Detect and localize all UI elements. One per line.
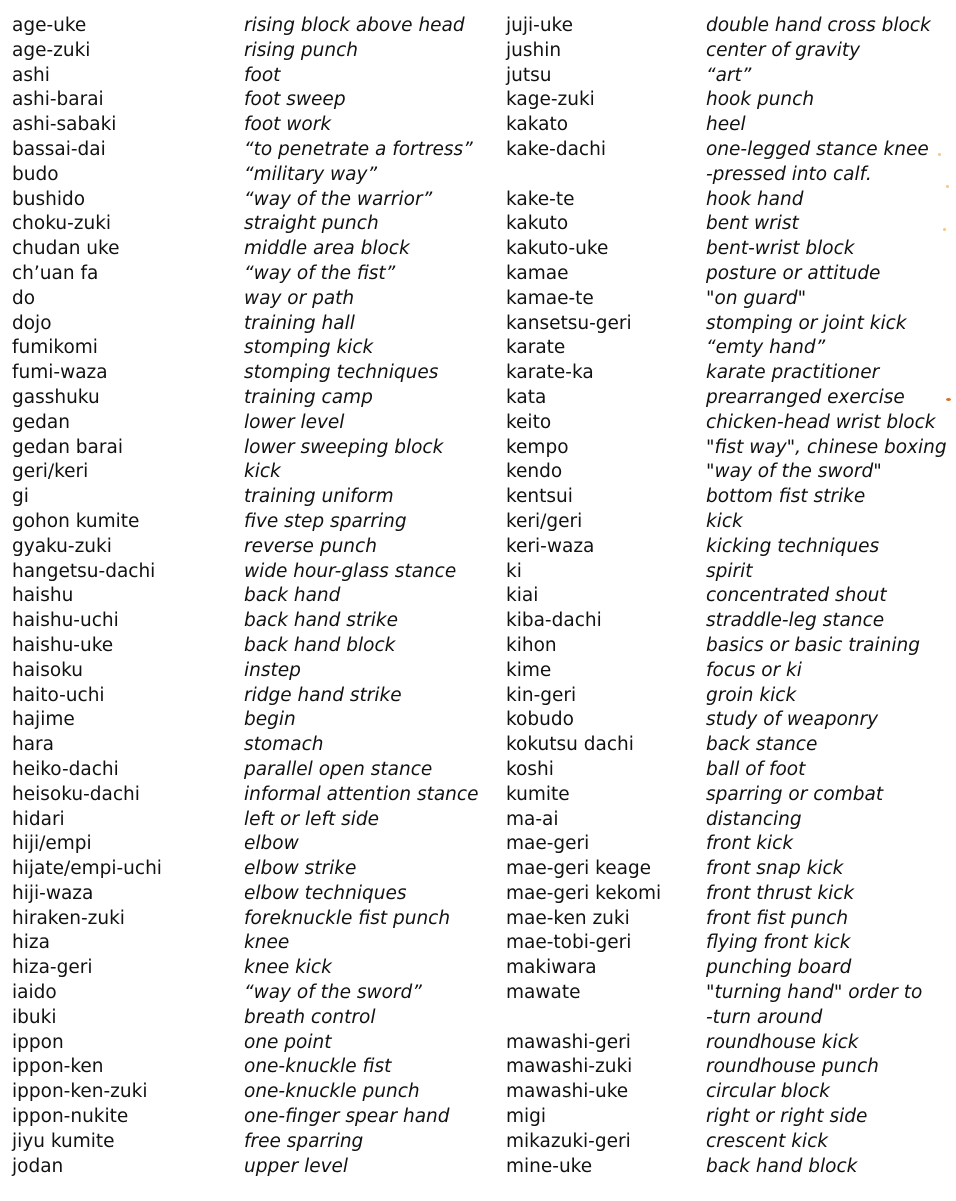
glossary-definition: back stance [706, 734, 818, 756]
glossary-term: jutsu [506, 64, 552, 86]
glossary-definition: kick [706, 510, 743, 532]
glossary-term: kendo [506, 461, 563, 483]
glossary-definition: flying front kick [706, 932, 851, 954]
glossary-definition: middle area block [244, 238, 410, 260]
glossary-definition: kicking techniques [706, 535, 880, 557]
glossary-definition: back hand block [706, 1155, 858, 1177]
glossary-definition: circular block [706, 1081, 830, 1103]
glossary-definition: basics or basic training [706, 634, 920, 656]
glossary-term: hidari [12, 808, 65, 830]
glossary-definition: lower level [244, 411, 345, 433]
glossary-term: ippon-nukite [12, 1106, 129, 1128]
glossary-term: iaido [12, 982, 57, 1004]
glossary-definition: elbow techniques [244, 882, 407, 904]
glossary-definition: one-knuckle punch [244, 1081, 420, 1103]
glossary-term: jiyu kumite [12, 1130, 115, 1152]
glossary-term: juji-uke [506, 15, 573, 36]
glossary-definition: rising punch [244, 39, 358, 61]
glossary-definition: breath control [244, 1006, 376, 1028]
glossary-term: hiraken-zuki [12, 907, 125, 929]
glossary-definition: "way of the sword" [706, 461, 882, 483]
glossary-term: kakuto-uke [506, 238, 609, 260]
glossary-definition: one-finger spear hand [244, 1106, 450, 1128]
glossary-term: ki [506, 560, 522, 582]
glossary-definition: “way of the warrior” [244, 188, 433, 210]
glossary-term: heisoku-dachi [12, 783, 140, 805]
glossary-term: do [12, 287, 36, 309]
glossary-term: hangetsu-dachi [12, 560, 156, 582]
glossary-term: hiza [12, 932, 50, 954]
glossary-definition: hook hand [706, 188, 804, 210]
glossary-term: kiba-dachi [506, 610, 602, 632]
glossary-term: bushido [12, 188, 86, 210]
glossary-definition: elbow strike [244, 858, 357, 880]
glossary-definition: instep [244, 659, 301, 681]
glossary-term: hara [12, 734, 55, 756]
glossary-term: kansetsu-geri [506, 312, 632, 334]
glossary-definition: roundhouse kick [706, 1031, 859, 1053]
glossary-term: geri/keri [12, 461, 89, 483]
glossary-definition: bent-wrist block [706, 238, 855, 260]
orange-speck [946, 398, 951, 401]
glossary-term: mae-tobi-geri [506, 932, 632, 954]
glossary-definition: begin [244, 709, 296, 731]
glossary-definition: left or left side [244, 808, 380, 830]
glossary-definition: right or right side [706, 1106, 868, 1128]
glossary-term: migi [506, 1106, 547, 1128]
glossary-term: mae-geri keage [506, 858, 652, 880]
glossary-term: ashi-sabaki [12, 114, 117, 136]
glossary-term: keito [506, 411, 552, 433]
glossary-definition: prearranged exercise [706, 386, 905, 408]
glossary-definition: heel [706, 114, 746, 136]
glossary-term: hijate/empi-uchi [12, 858, 162, 880]
glossary-term: dojo [12, 312, 52, 334]
glossary-definition: distancing [706, 808, 802, 830]
glossary-term: mae-geri [506, 833, 590, 855]
glossary-definition: -pressed into calf. [706, 163, 872, 185]
glossary-definition: back hand strike [244, 610, 398, 632]
glossary-term: choku-zuki [12, 213, 112, 235]
glossary-definition: concentrated shout [706, 585, 887, 607]
glossary-definition: karate practitioner [706, 362, 880, 384]
glossary-term: heiko-dachi [12, 758, 119, 780]
glossary-definition: reverse punch [244, 535, 377, 557]
glossary-term: kobudo [506, 709, 574, 731]
glossary-definition: "turning hand" order to [706, 982, 923, 1004]
glossary-term: kiai [506, 585, 539, 607]
glossary-definition: hook punch [706, 89, 815, 111]
glossary-term: kokutsu dachi [506, 734, 634, 756]
glossary-term: mawate [506, 982, 581, 1004]
glossary-term: kime [506, 659, 552, 681]
glossary-definition: training camp [244, 386, 373, 408]
glossary-term: ippon-ken-zuki [12, 1081, 148, 1103]
glossary-term: gyaku-zuki [12, 535, 112, 557]
glossary-term: karate-ka [506, 362, 594, 384]
glossary-definition: "on guard" [706, 287, 807, 309]
right-terms-column [506, 14, 702, 1179]
glossary-definition: one-knuckle fist [244, 1056, 392, 1078]
glossary-definition: “art” [706, 64, 752, 86]
glossary-definition: posture or attitude [706, 262, 881, 284]
glossary-term: hiji/empi [12, 833, 92, 855]
glossary-definition: front kick [706, 833, 794, 855]
glossary-term: haishu [12, 585, 74, 607]
glossary-definition: focus or ki [706, 659, 802, 681]
glossary-term: gedan [12, 411, 70, 433]
glossary-definition: lower sweeping block [244, 436, 444, 458]
glossary-term: makiwara [506, 957, 597, 979]
glossary-definition: -turn around [706, 1006, 823, 1028]
glossary-term: ma-ai [506, 808, 559, 830]
glossary-definition: five step sparring [244, 510, 407, 532]
glossary-term [506, 1006, 702, 1031]
glossary-definition: back hand block [244, 634, 396, 656]
glossary-term: karate [506, 337, 566, 359]
glossary-definition: knee [244, 932, 290, 954]
glossary-definition: upper level [244, 1155, 349, 1177]
glossary-definition: study of weaponry [706, 709, 879, 731]
glossary-definition: elbow [244, 833, 299, 855]
glossary-term: jodan [12, 1155, 64, 1177]
glossary-definition: front snap kick [706, 858, 844, 880]
glossary-term: kage-zuki [506, 89, 595, 111]
glossary-definition: bent wrist [706, 213, 799, 235]
glossary-term: ashi-barai [12, 89, 104, 111]
glossary-term: ashi [12, 64, 50, 86]
glossary-term: hiji-waza [12, 882, 94, 904]
left-terms-column [12, 14, 234, 1179]
glossary-term: age-zuki [12, 39, 91, 61]
glossary-term: keri-waza [506, 535, 595, 557]
glossary-term: ibuki [12, 1006, 57, 1028]
left-definitions-column [244, 14, 502, 1179]
glossary-definition: double hand cross block [706, 15, 931, 36]
glossary-definition: front thrust kick [706, 882, 855, 904]
glossary-term: chudan uke [12, 238, 120, 260]
glossary-term: ippon [12, 1031, 64, 1053]
glossary-definition: one point [244, 1031, 332, 1053]
glossary-definition: straight punch [244, 213, 379, 235]
glossary-term: mae-ken zuki [506, 907, 630, 929]
glossary-definition: ball of foot [706, 758, 806, 780]
glossary-term: kentsui [506, 486, 573, 508]
glossary-term: kakuto [506, 213, 569, 235]
glossary-term: gasshuku [12, 386, 100, 408]
glossary-definition: bottom fist strike [706, 486, 866, 508]
glossary-term: fumikomi [12, 337, 98, 359]
glossary-term: hajime [12, 709, 75, 731]
faint-speck [938, 153, 941, 156]
glossary-definition: training hall [244, 312, 355, 334]
glossary-definition: center of gravity [706, 39, 861, 61]
glossary-definition: foot [244, 64, 281, 86]
glossary-definition: roundhouse punch [706, 1056, 879, 1078]
glossary-term: hiza-geri [12, 957, 93, 979]
glossary-term: keri/geri [506, 510, 583, 532]
glossary-term: kakato [506, 114, 569, 136]
glossary-term: gedan barai [12, 436, 123, 458]
glossary-term: kata [506, 386, 547, 408]
glossary-term: jushin [506, 39, 562, 61]
glossary-term: mawashi-zuki [506, 1056, 633, 1078]
glossary-term: kempo [506, 436, 569, 458]
glossary-term: age-uke [12, 15, 87, 36]
glossary-term: gohon kumite [12, 510, 140, 532]
glossary-definition: kick [244, 461, 281, 483]
glossary-definition: "fist way", chinese boxing [706, 436, 947, 458]
glossary-definition: ridge hand strike [244, 684, 402, 706]
glossary-definition: stomping kick [244, 337, 374, 359]
glossary-definition: stomach [244, 734, 324, 756]
glossary-definition: sparring or combat [706, 783, 884, 805]
glossary-definition: parallel open stance [244, 758, 433, 780]
glossary-term: kake-dachi [506, 138, 606, 160]
glossary-definition: way or path [244, 287, 355, 309]
glossary-definition: spirit [706, 560, 753, 582]
glossary-definition: “way of the sword” [244, 982, 422, 1004]
glossary-term: mikazuki-geri [506, 1130, 631, 1152]
glossary-term: koshi [506, 758, 554, 780]
glossary-term: mawashi-uke [506, 1081, 629, 1103]
glossary-term: kumite [506, 783, 570, 805]
glossary-definition: rising block above head [244, 15, 465, 36]
glossary-term: fumi-waza [12, 362, 108, 384]
glossary-definition: punching board [706, 957, 852, 979]
glossary-term: ippon-ken [12, 1056, 104, 1078]
glossary-definition: one-legged stance knee [706, 138, 929, 160]
glossary-term: kake-te [506, 188, 575, 210]
glossary-definition: “emty hand” [706, 337, 826, 359]
glossary-definition: wide hour-glass stance [244, 560, 457, 582]
glossary-definition: chicken-head wrist block [706, 411, 936, 433]
glossary-term: kamae-te [506, 287, 594, 309]
glossary-definition: informal attention stance [244, 783, 479, 805]
glossary-term: mine-uke [506, 1155, 593, 1177]
glossary-term: mae-geri kekomi [506, 882, 662, 904]
glossary-definition: “way of the fist” [244, 262, 396, 284]
glossary-term: kin-geri [506, 684, 577, 706]
glossary-definition: foot sweep [244, 89, 346, 111]
glossary-term: ch’uan fa [12, 262, 99, 284]
glossary-term: haito-uchi [12, 684, 105, 706]
glossary-term: bassai-dai [12, 138, 106, 160]
glossary-definition: stomping techniques [244, 362, 439, 384]
glossary-definition: knee kick [244, 957, 332, 979]
glossary-definition: stomping or joint kick [706, 312, 907, 334]
glossary-definition: foreknuckle fist punch [244, 907, 451, 929]
glossary-definition: front fist punch [706, 907, 849, 929]
glossary-term: kamae [506, 262, 569, 284]
faint-speck [946, 185, 949, 188]
right-definitions-column [706, 14, 954, 1179]
glossary-definition: straddle-leg stance [706, 610, 885, 632]
glossary-term: kihon [506, 634, 557, 656]
glossary-definition: back hand [244, 585, 341, 607]
glossary-definition: “military way” [244, 163, 378, 185]
faint-speck [943, 228, 946, 231]
glossary-definition: “to penetrate a fortress” [244, 138, 473, 160]
glossary-definition: crescent kick [706, 1130, 828, 1152]
glossary-term: haishu-uchi [12, 610, 119, 632]
glossary-definition: free sparring [244, 1130, 364, 1152]
glossary-definition: training uniform [244, 486, 394, 508]
glossary-definition: foot work [244, 114, 332, 136]
glossary-term: haishu-uke [12, 634, 114, 656]
glossary-definition: groin kick [706, 684, 797, 706]
glossary-term: haisoku [12, 659, 84, 681]
glossary-term [506, 163, 702, 188]
glossary-term: budo [12, 163, 59, 185]
glossary-term: mawashi-geri [506, 1031, 631, 1053]
glossary-term: gi [12, 486, 29, 508]
